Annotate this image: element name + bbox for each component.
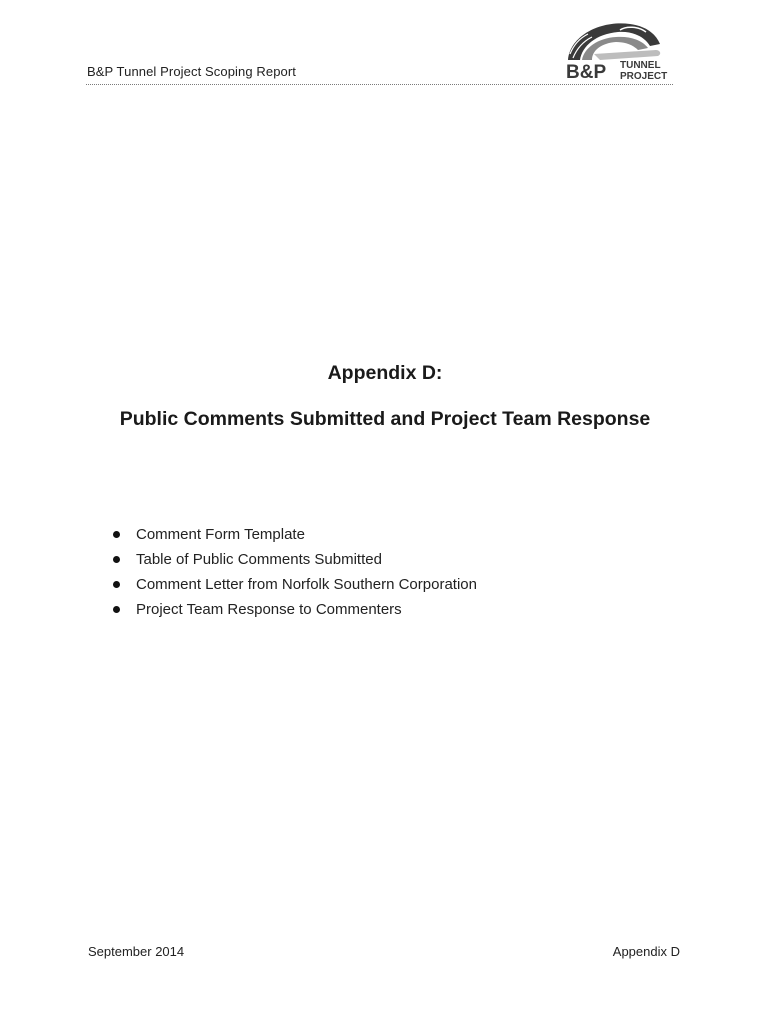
list-item bbox=[110, 522, 477, 547]
bullet-icon bbox=[113, 606, 120, 613]
contents-list bbox=[110, 522, 477, 622]
list-item-text: Comment Form Template bbox=[136, 526, 305, 543]
bp-tunnel-project-logo-icon bbox=[560, 14, 668, 82]
logo-line1: TUNNEL bbox=[620, 60, 661, 71]
appendix-title-block bbox=[0, 360, 770, 432]
list-item-text: Table of Public Comments Submitted bbox=[136, 551, 382, 568]
appendix-title: Appendix D: bbox=[327, 362, 443, 384]
footer-date: September 2014 bbox=[88, 944, 185, 959]
list-item-text: Project Team Response to Commenters bbox=[136, 601, 402, 618]
logo-line2: PROJECT bbox=[620, 71, 668, 82]
header-divider bbox=[86, 84, 673, 85]
bullet-icon bbox=[113, 581, 120, 588]
running-header: B&P Tunnel Project Scoping Report bbox=[87, 64, 297, 79]
footer-section: Appendix D bbox=[612, 944, 680, 959]
logo-brand: B&P bbox=[566, 62, 607, 82]
bullet-icon bbox=[113, 556, 120, 563]
bullet-icon bbox=[113, 531, 120, 538]
appendix-subtitle: Public Comments Submitted and Project Team Response bbox=[119, 408, 651, 430]
list-item-text: Comment Letter from Norfolk Southern Corporation bbox=[136, 576, 477, 593]
list-item bbox=[110, 547, 477, 572]
list-item bbox=[110, 597, 477, 622]
list-item bbox=[110, 572, 477, 597]
